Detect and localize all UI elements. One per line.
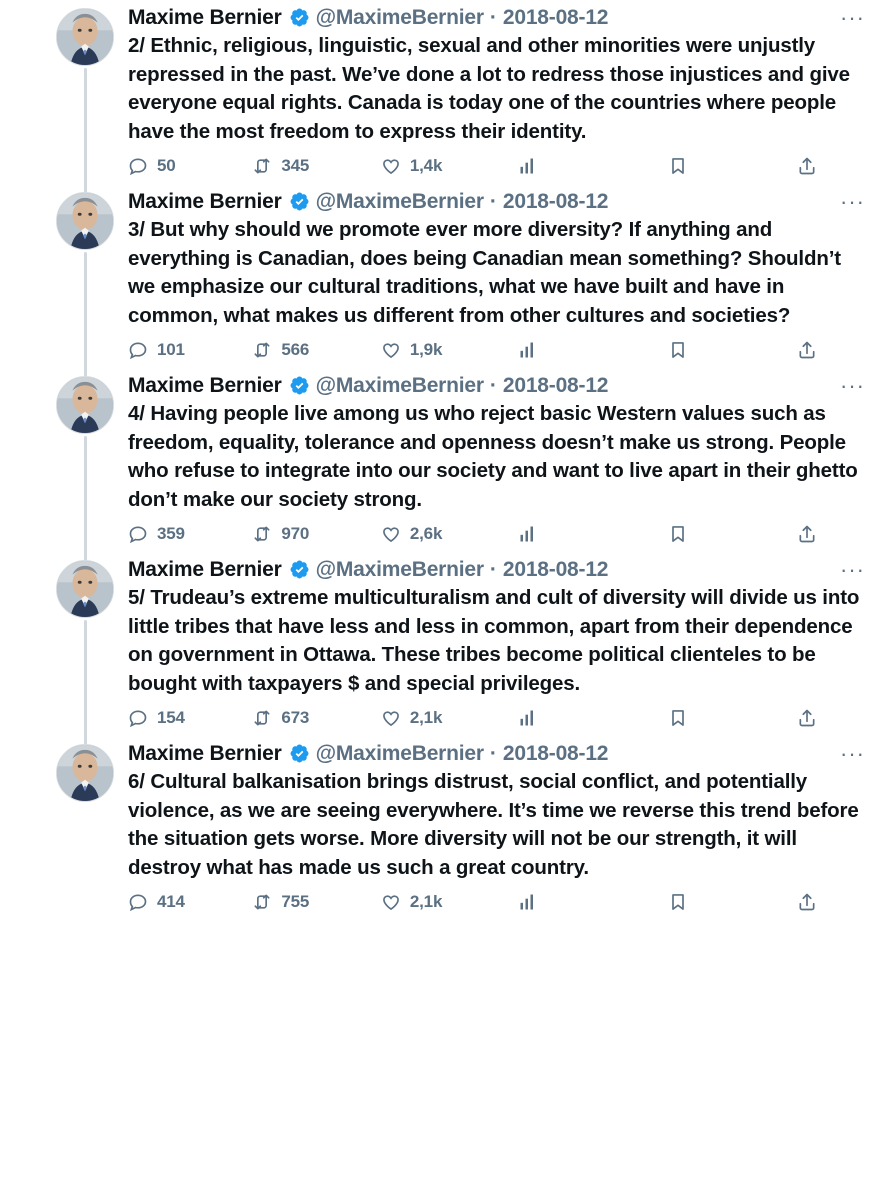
- like-icon: [381, 892, 401, 912]
- avatar[interactable]: [56, 192, 114, 250]
- reply-count: 101: [157, 340, 185, 360]
- bookmark-icon: [668, 524, 688, 544]
- avatar[interactable]: [56, 376, 114, 434]
- retweet-count: 755: [281, 892, 310, 912]
- timestamp[interactable]: 2018-08-12: [502, 374, 609, 398]
- tweet-header: [128, 558, 871, 581]
- verified-badge-icon: [289, 743, 310, 764]
- like-icon: [381, 708, 401, 728]
- reply-button[interactable]: [128, 524, 252, 544]
- like-button[interactable]: [381, 892, 518, 912]
- bookmark-icon: [668, 156, 688, 176]
- reply-icon: [128, 156, 148, 176]
- separator-dot: ·: [489, 6, 497, 29]
- tweet-2[interactable]: [0, 184, 893, 368]
- views-icon: [518, 708, 538, 728]
- retweet-count: 673: [281, 708, 310, 728]
- like-count: 1,9k: [409, 340, 443, 360]
- tweet-actions: [128, 340, 871, 360]
- reply-count: 50: [157, 156, 176, 176]
- more-options-icon[interactable]: ···: [840, 372, 865, 398]
- like-count: 2,1k: [409, 708, 443, 728]
- share-icon: [797, 340, 817, 360]
- tweet-body: [120, 374, 875, 552]
- verified-badge-icon: [289, 559, 310, 580]
- handle[interactable]: @MaximeBernier: [315, 374, 484, 398]
- separator-dot: ·: [489, 190, 497, 214]
- tweet-1[interactable]: [0, 0, 893, 184]
- tweet-actions: [128, 708, 871, 728]
- separator-dot: ·: [489, 742, 497, 766]
- tweet-header: [128, 190, 871, 213]
- tweet-text: 2/ Ethnic, religious, linguistic, sexual and other minorities were unjustly repressed in the past. We’ve done a lot to redress those injustices and give everyone equal rights. Canada is today one of the countries where people have the most freedom to express their identity.: [128, 34, 850, 143]
- share-icon: [797, 524, 817, 544]
- avatar-column: [56, 190, 120, 368]
- like-icon: [381, 340, 401, 360]
- like-button[interactable]: [381, 708, 518, 728]
- handle[interactable]: @MaximeBernier: [315, 558, 484, 582]
- reply-button[interactable]: [128, 892, 252, 912]
- thread-connector-line: [84, 68, 87, 194]
- views-button[interactable]: [518, 892, 668, 912]
- bookmark-icon: [668, 340, 688, 360]
- retweet-icon: [252, 524, 272, 544]
- timestamp[interactable]: 2018-08-12: [502, 558, 609, 582]
- avatar-column: [56, 6, 120, 184]
- reply-icon: [128, 708, 148, 728]
- display-name[interactable]: Maxime Bernier: [128, 190, 282, 214]
- more-options-icon[interactable]: ···: [840, 740, 865, 766]
- avatar-column: [56, 374, 120, 552]
- tweet-header: [128, 742, 871, 765]
- reply-icon: [128, 340, 148, 360]
- avatar[interactable]: [56, 744, 114, 802]
- share-button[interactable]: [797, 340, 831, 360]
- bookmark-button[interactable]: [668, 892, 797, 912]
- tweet-4[interactable]: [0, 552, 893, 736]
- tweet-text: 4/ Having people live among us who reject basic Western values such as freedom, equality, tolerance and openness doesn’t make us strong. People who refuse to integrate into our society and want to live apart in their ghetto don’t make our society strong.: [128, 402, 858, 511]
- verified-badge-icon: [289, 7, 310, 28]
- display-name[interactable]: Maxime Bernier: [128, 374, 282, 398]
- avatar-column: [56, 558, 120, 736]
- retweet-button[interactable]: [252, 156, 381, 176]
- retweet-icon: [252, 892, 272, 912]
- verified-badge-icon: [289, 191, 310, 212]
- timestamp[interactable]: 2018-08-12: [502, 6, 609, 29]
- thread-connector-line: [84, 436, 87, 562]
- views-icon: [518, 156, 538, 176]
- views-button[interactable]: [518, 156, 668, 176]
- tweet-text: 5/ Trudeau’s extreme multiculturalism and cult of diversity will divide us into little tribes that have less and less in common, apart from their dependence on government in Ottawa. These tribes become political clienteles to be bought with taxpayers $ and special privileges.: [128, 586, 860, 695]
- like-button[interactable]: [381, 156, 518, 176]
- like-button[interactable]: [381, 524, 518, 544]
- avatar[interactable]: [56, 560, 114, 618]
- reply-button[interactable]: [128, 708, 252, 728]
- views-button[interactable]: [518, 524, 668, 544]
- reply-count: 414: [157, 892, 185, 912]
- bookmark-button[interactable]: [668, 524, 797, 544]
- retweet-button[interactable]: [252, 708, 381, 728]
- retweet-icon: [252, 340, 272, 360]
- retweet-count: 345: [281, 156, 310, 176]
- retweet-button[interactable]: [252, 892, 381, 912]
- retweet-icon: [252, 156, 272, 176]
- display-name[interactable]: Maxime Bernier: [128, 558, 282, 582]
- share-button[interactable]: [797, 524, 831, 544]
- bookmark-icon: [668, 892, 688, 912]
- more-options-icon[interactable]: ···: [840, 556, 865, 582]
- like-count: 2,1k: [409, 892, 443, 912]
- tweet-3[interactable]: [0, 368, 893, 552]
- reply-icon: [128, 524, 148, 544]
- avatar-column: [56, 742, 120, 920]
- views-button[interactable]: [518, 340, 668, 360]
- retweet-button[interactable]: [252, 340, 381, 360]
- thread-connector-line: [84, 620, 87, 746]
- retweet-count: 566: [281, 340, 310, 360]
- reply-count: 359: [157, 524, 185, 544]
- thread-connector-line: [84, 252, 87, 378]
- tweet-actions: [128, 156, 871, 176]
- tweet-5[interactable]: [0, 736, 893, 920]
- like-icon: [381, 524, 401, 544]
- tweet-body: [120, 6, 875, 184]
- bookmark-icon: [668, 708, 688, 728]
- avatar[interactable]: [56, 8, 114, 66]
- views-button[interactable]: [518, 708, 668, 728]
- handle[interactable]: @MaximeBernier: [315, 742, 484, 766]
- timestamp[interactable]: 2018-08-12: [502, 190, 609, 214]
- reply-button[interactable]: [128, 340, 252, 360]
- separator-dot: ·: [489, 558, 497, 582]
- display-name[interactable]: Maxime Bernier: [128, 742, 282, 766]
- tweet-body: [120, 558, 875, 736]
- tweet-actions: [128, 524, 871, 544]
- more-options-icon[interactable]: ···: [840, 4, 865, 30]
- separator-dot: ·: [489, 374, 497, 398]
- share-button[interactable]: [797, 708, 831, 728]
- like-icon: [381, 156, 401, 176]
- retweet-icon: [252, 708, 272, 728]
- like-button[interactable]: [381, 340, 518, 360]
- handle[interactable]: @MaximeBernier: [315, 190, 484, 214]
- timestamp[interactable]: 2018-08-12: [502, 742, 609, 766]
- bookmark-button[interactable]: [668, 340, 797, 360]
- display-name[interactable]: Maxime Bernier: [128, 6, 282, 29]
- tweet-actions: [128, 892, 871, 912]
- like-count: 1,4k: [409, 156, 443, 176]
- verified-badge-icon: [289, 375, 310, 396]
- reply-count: 154: [157, 708, 185, 728]
- share-icon: [797, 156, 817, 176]
- share-icon: [797, 708, 817, 728]
- more-options-icon[interactable]: ···: [840, 188, 865, 214]
- tweet-text: 6/ Cultural balkanisation brings distrust, social conflict, and potentially violence, as we are seeing everywhere. It’s time we reverse this trend before the situation gets worse. More diversity will not be our strength, it will destroy what has made us such a great country.: [128, 770, 859, 879]
- views-icon: [518, 524, 538, 544]
- retweet-count: 970: [281, 524, 310, 544]
- tweet-header: [128, 6, 871, 29]
- reply-button[interactable]: [128, 156, 252, 176]
- retweet-button[interactable]: [252, 524, 381, 544]
- views-icon: [518, 892, 538, 912]
- bookmark-button[interactable]: [668, 708, 797, 728]
- bookmark-button[interactable]: [668, 156, 797, 176]
- handle[interactable]: @MaximeBernier: [315, 6, 484, 29]
- tweet-header: [128, 374, 871, 397]
- share-button[interactable]: [797, 156, 831, 176]
- like-count: 2,6k: [409, 524, 443, 544]
- share-icon: [797, 892, 817, 912]
- reply-icon: [128, 892, 148, 912]
- share-button[interactable]: [797, 892, 831, 912]
- views-icon: [518, 340, 538, 360]
- tweet-body: [120, 742, 875, 920]
- tweet-text: 3/ But why should we promote ever more diversity? If anything and everything is Canadian, does being Canadian mean something? Shouldn’t we emphasize our cultural traditions, what we have built and have in common, what makes us different from other cultures and societies?: [128, 218, 841, 327]
- tweet-body: [120, 190, 875, 368]
